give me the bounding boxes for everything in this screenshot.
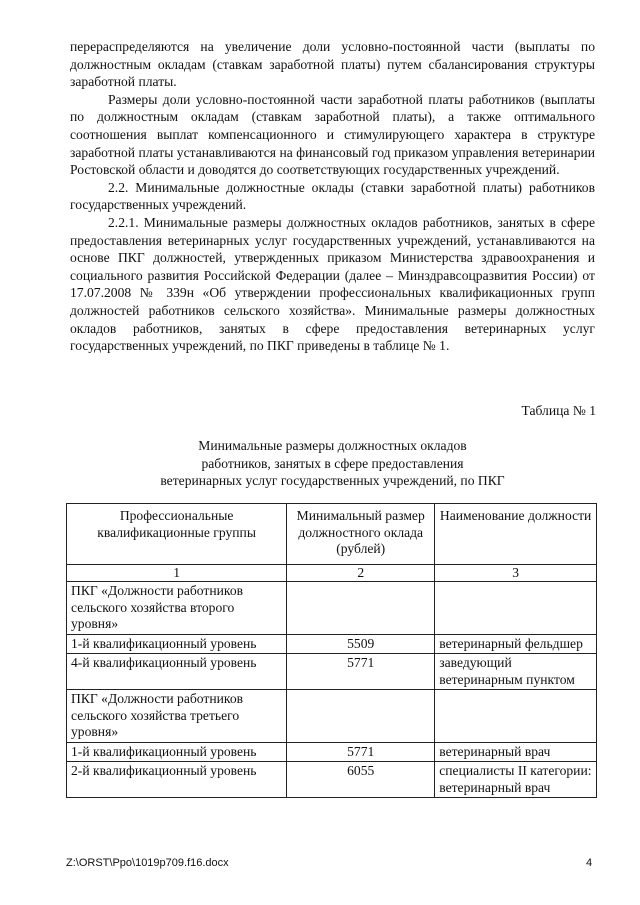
body-text (70, 38, 595, 355)
table-number-row (67, 564, 597, 582)
position-cell (435, 582, 597, 635)
group-cell: 1-й квалификационный уровень (67, 634, 287, 654)
group-cell: ПКГ «Должности работников сельского хозяйства третьего уровня» (67, 690, 287, 743)
position-cell: ветеринарный фельдшер (435, 634, 597, 654)
position-cell: заведующий ветеринарным пунктом (435, 654, 597, 690)
group-cell: 4-й квалификационный уровень (67, 654, 287, 690)
group-cell: 1-й квалификационный уровень (67, 742, 287, 762)
paragraph-3: 2.2. Минимальные должностные оклады (ставки заработной платы) работников государственных учреждений. (70, 179, 595, 213)
column-number: 1 (67, 564, 287, 582)
position-cell: специалисты II категории: ветеринарный врач (435, 762, 597, 798)
salary-table (66, 503, 597, 798)
paragraph-1: перераспределяются на увеличение доли условно-постоянной части (выплаты по должностным окладам (ставкам заработной платы) путем сбалансирования структуры заработной платы. (70, 39, 595, 90)
table-row (67, 690, 597, 743)
file-path: Z:\ORST\Ppo\1019p709.f16.docx (66, 857, 229, 869)
table-row (67, 582, 597, 635)
paragraph-2: Размеры доли условно-постоянной части заработной платы работников (выплаты по должностным окладам (ставкам заработной платы), а также оптимального соотношения выплат компенсационного и стимулирующего характера в структуре заработной платы устанавливаются на финансовый год приказом управления ветеринарии Ростовской области и доводятся до соответствующих государственных учреждений. (70, 91, 595, 178)
group-cell: ПКГ «Должности работников сельского хозяйства второго уровня» (67, 582, 287, 635)
position-cell (435, 690, 597, 743)
salary-cell: 5509 (287, 634, 435, 654)
table-row (67, 654, 597, 690)
table-title-line-3: ветеринарных услуг государственных учреждений, по ПКГ (160, 473, 505, 489)
table-row (67, 742, 597, 762)
paragraph-4: 2.2.1. Минимальные размеры должностных окладов работников, занятых в сфере предоставления ветеринарных услуг государственных учреждений, устанавливаются на основе ПКГ должностей, утвержденных приказом Министерства здравоохранения и социального развития Российской Федерации (далее – Минздравсоцразвития России) от 17.07.2008 № 339н «Об утверждении профессиональных квалификационных групп должностей работников сельского хозяйства». Минимальные размеры должностных окладов работников, занятых в сфере предоставления ветеринарных услуг государственных учреждений, по ПКГ приведены в таблице № 1. (70, 214, 595, 354)
header-salary: Минимальный размер должностного оклада (рублей) (287, 504, 435, 565)
column-number: 3 (435, 564, 597, 582)
table-header-row (67, 504, 597, 565)
header-groups: Профессиональные квалификационные группы (67, 504, 287, 565)
salary-cell: 5771 (287, 742, 435, 762)
column-number: 2 (287, 564, 435, 582)
table-title (70, 437, 595, 490)
table-row (67, 634, 597, 654)
page-number: 4 (586, 857, 593, 869)
header-position: Наименование должности (435, 504, 597, 565)
salary-cell: 5771 (287, 654, 435, 690)
salary-cell: 6055 (287, 762, 435, 798)
table-row (67, 762, 597, 798)
salary-cell (287, 582, 435, 635)
position-cell: ветеринарный врач (435, 742, 597, 762)
group-cell: 2-й квалификационный уровень (67, 762, 287, 798)
table-caption: Таблица № 1 (521, 403, 596, 418)
table-title-line-1: Минимальные размеры должностных окладов (198, 438, 467, 453)
table-title-line-2: работников, занятых в сфере предоставления (201, 455, 464, 471)
salary-cell (287, 690, 435, 743)
